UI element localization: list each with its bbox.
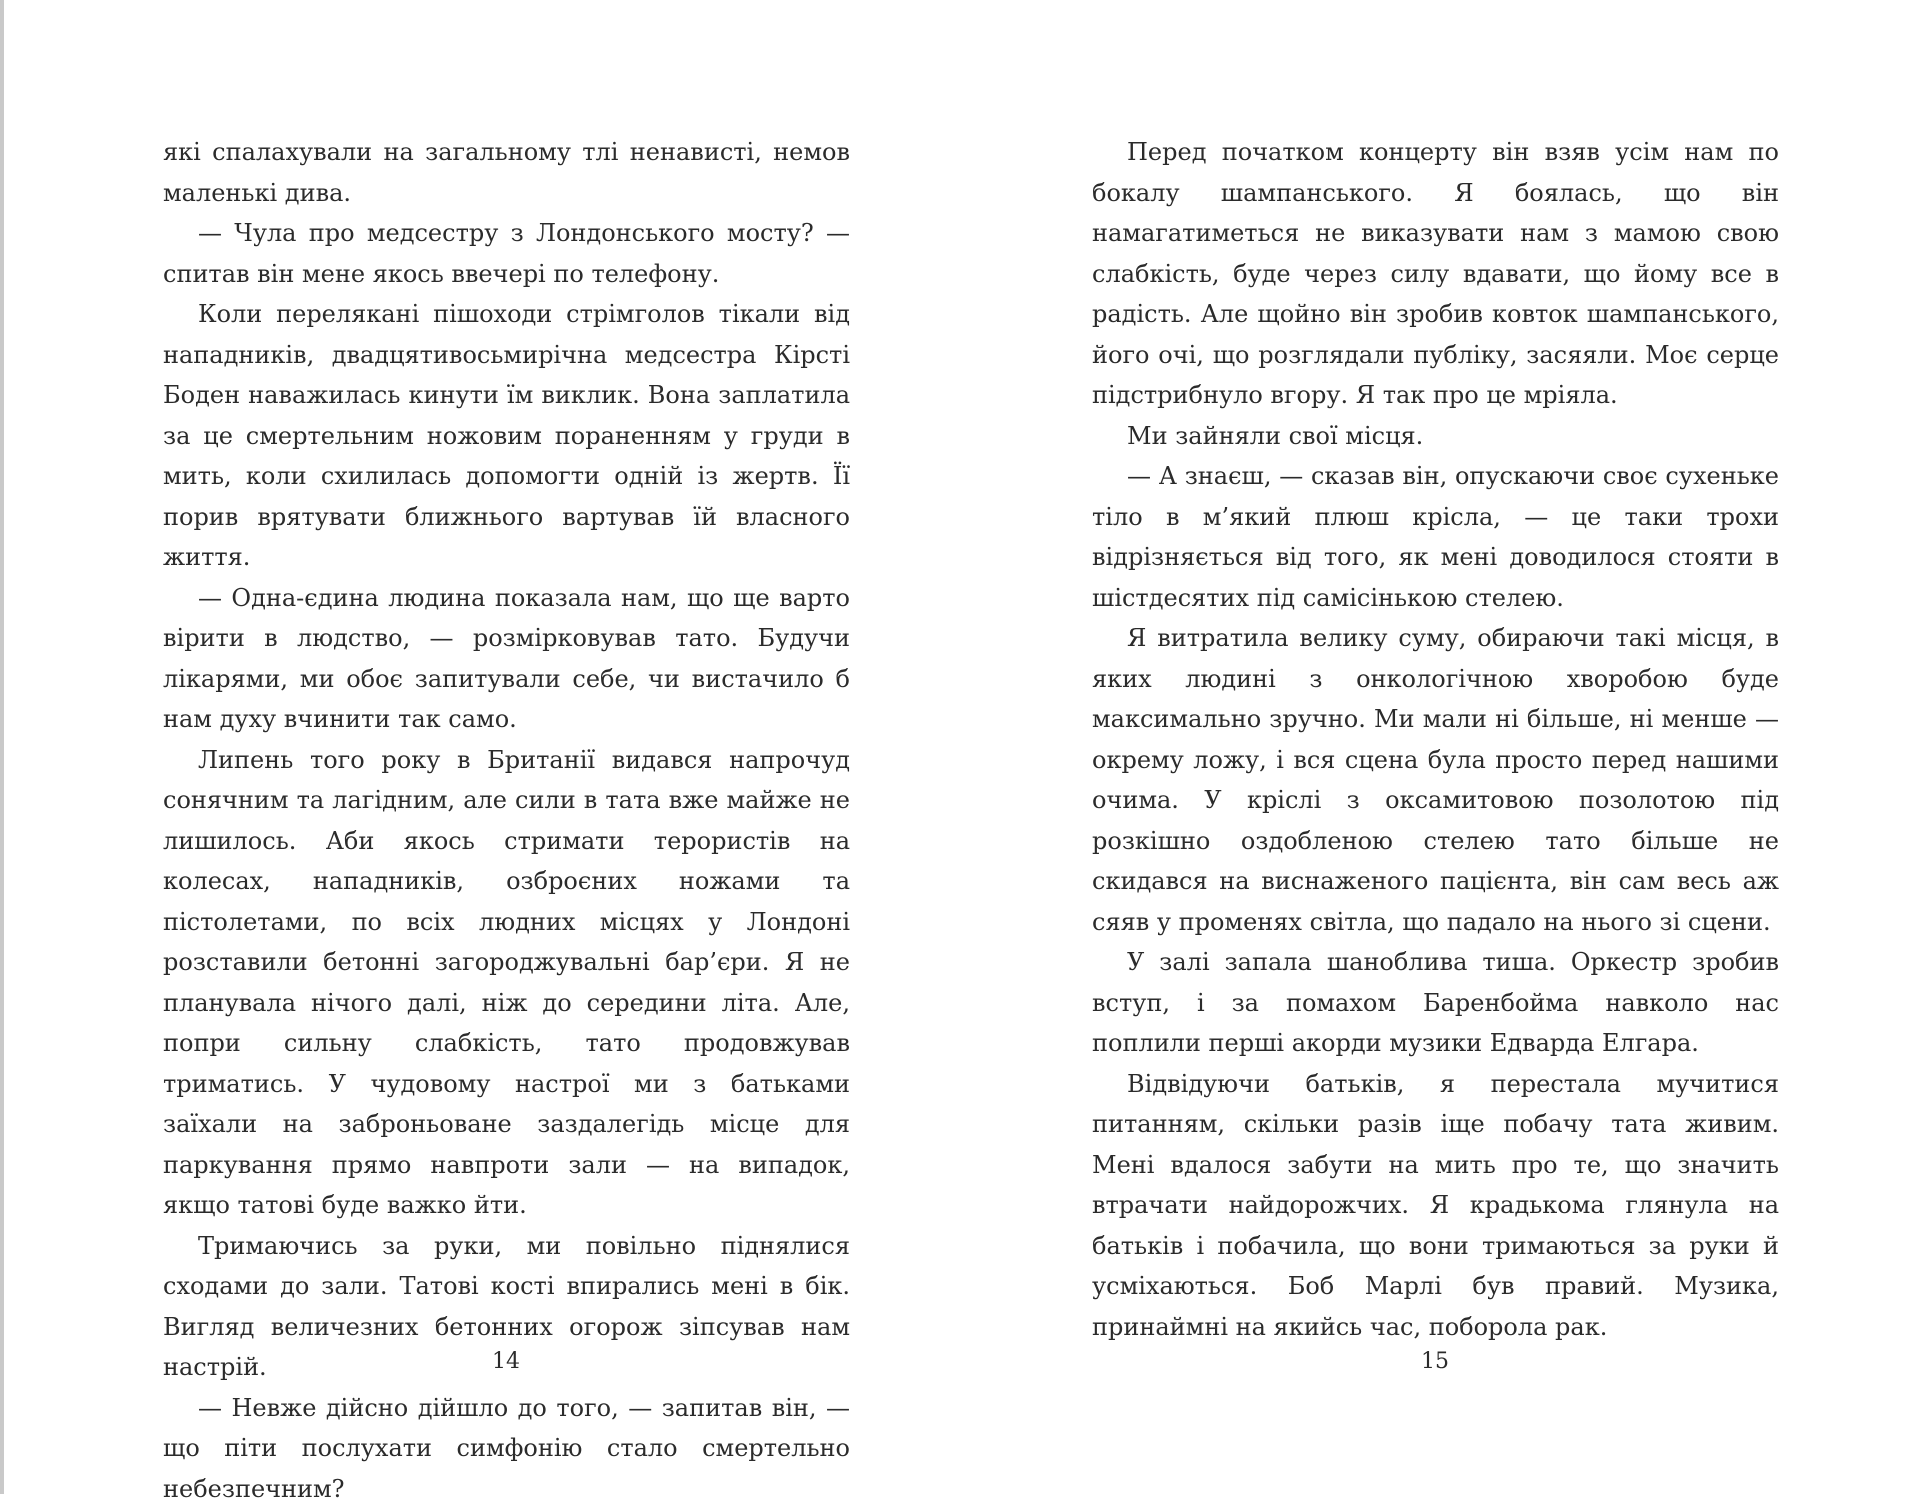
paragraph: — Одна-єдина людина показала нам, що ще варто вірити в людство, — розмірковував тато. Будучи лікарями, ми обоє запитували себе, чи вистачило б нам духу вчинити так само. <box>163 578 850 740</box>
paragraph: Я витратила велику суму, обираючи такі місця, в яких людині з онкологічною хворобою буде максимально зручно. Ми мали ні більше, ні менше — окрему ложу, і вся сцена була просто перед нашими очима. У кріслі з оксамитовою позолотою під розкішно оздобленою стелею тато більше не скидався на виснаженого пацієнта, він сам весь аж сяяв у променях світла, що падало на нього зі сцени. <box>1092 618 1779 942</box>
page-edge-line <box>0 0 4 1494</box>
paragraph: Відвідуючи батьків, я перестала мучитися питанням, скільки разів іще побачу тата живим. Мені вдалося забути на мить про те, що значить втрачати найдорожчих. Я крадькома глянула на батьків і побачила, що вони тримаються за руки й усміхаються. Боб Марлі був правий. Музика, принаймні на якийсь час, поборола рак. <box>1092 1064 1779 1348</box>
paragraph: — А знаєш, — сказав він, опускаючи своє сухеньке тіло в м’який плюш крісла, — це таки трохи відрізняється від того, як мені доводилося стояти в шістдесятих під самісінькою стелею. <box>1092 456 1779 618</box>
paragraph: — Чула про медсестру з Лондонського мосту? — спитав він мене якось ввечері по телефону. <box>163 213 850 294</box>
paragraph: У залі запала шаноблива тиша. Оркестр зробив вступ, і за помахом Баренбойма навколо нас поплили перші акорди музики Едварда Елгара. <box>1092 942 1779 1064</box>
paragraph: Ми зайняли свої місця. <box>1092 416 1779 457</box>
paragraph: — Невже дійсно дійшло до того, — запитав він, — що піти послухати симфонію стало смертельно небезпечним? <box>163 1388 850 1509</box>
paragraph: Липень того року в Британії видався напрочуд сонячним та лагідним, але сили в тата вже майже не лишилось. Аби якось стримати терористів на колесах, нападників, озброєних ножами та пістолетами, по всіх людних місцях у Лондоні розставили бетонні загороджувальні бар’єри. Я не планувала нічого далі, ніж до середини літа. Але, попри сильну слабкість, тато продовжував триматись. У чудовому настрої ми з батьками заїхали на заброньоване заздалегідь місце для паркування прямо навпроти зали — на випадок, якщо татові буде важко йти. <box>163 740 850 1226</box>
left-page-text <box>163 132 850 1509</box>
page-number-right: 15 <box>1395 1349 1475 1374</box>
paragraph: Перед початком концерту він взяв усім нам по бокалу шампанського. Я боялась, що він намагатиметься не виказувати нам з мамою свою слабкість, буде через силу вдавати, що йому все в радість. Але щойно він зробив ковток шампанського, його очі, що розглядали публіку, засяяли. Моє серце підстрибнуло вгору. Я так про це мріяла. <box>1092 132 1779 416</box>
right-page-text <box>1092 132 1779 1347</box>
paragraph: Тримаючись за руки, ми повільно піднялися сходами до зали. Татові кості впирались мені в бік. Вигляд величезних бетонних огорож зіпсував нам настрій. <box>163 1226 850 1388</box>
paragraph: які спалахували на загальному тлі ненависті, немов маленькі дива. <box>163 132 850 213</box>
page-number-left: 14 <box>466 1349 546 1374</box>
paragraph: Коли перелякані пішоходи стрімголов тікали від нападників, двадцятивосьмирічна медсестра Кірсті Боден наважилась кинути їм виклик. Вона заплатила за це смертельним ножовим пораненням у груди в мить, коли схилилась допомогти одній із жертв. Її порив врятувати ближнього вартував їй власного життя. <box>163 294 850 578</box>
